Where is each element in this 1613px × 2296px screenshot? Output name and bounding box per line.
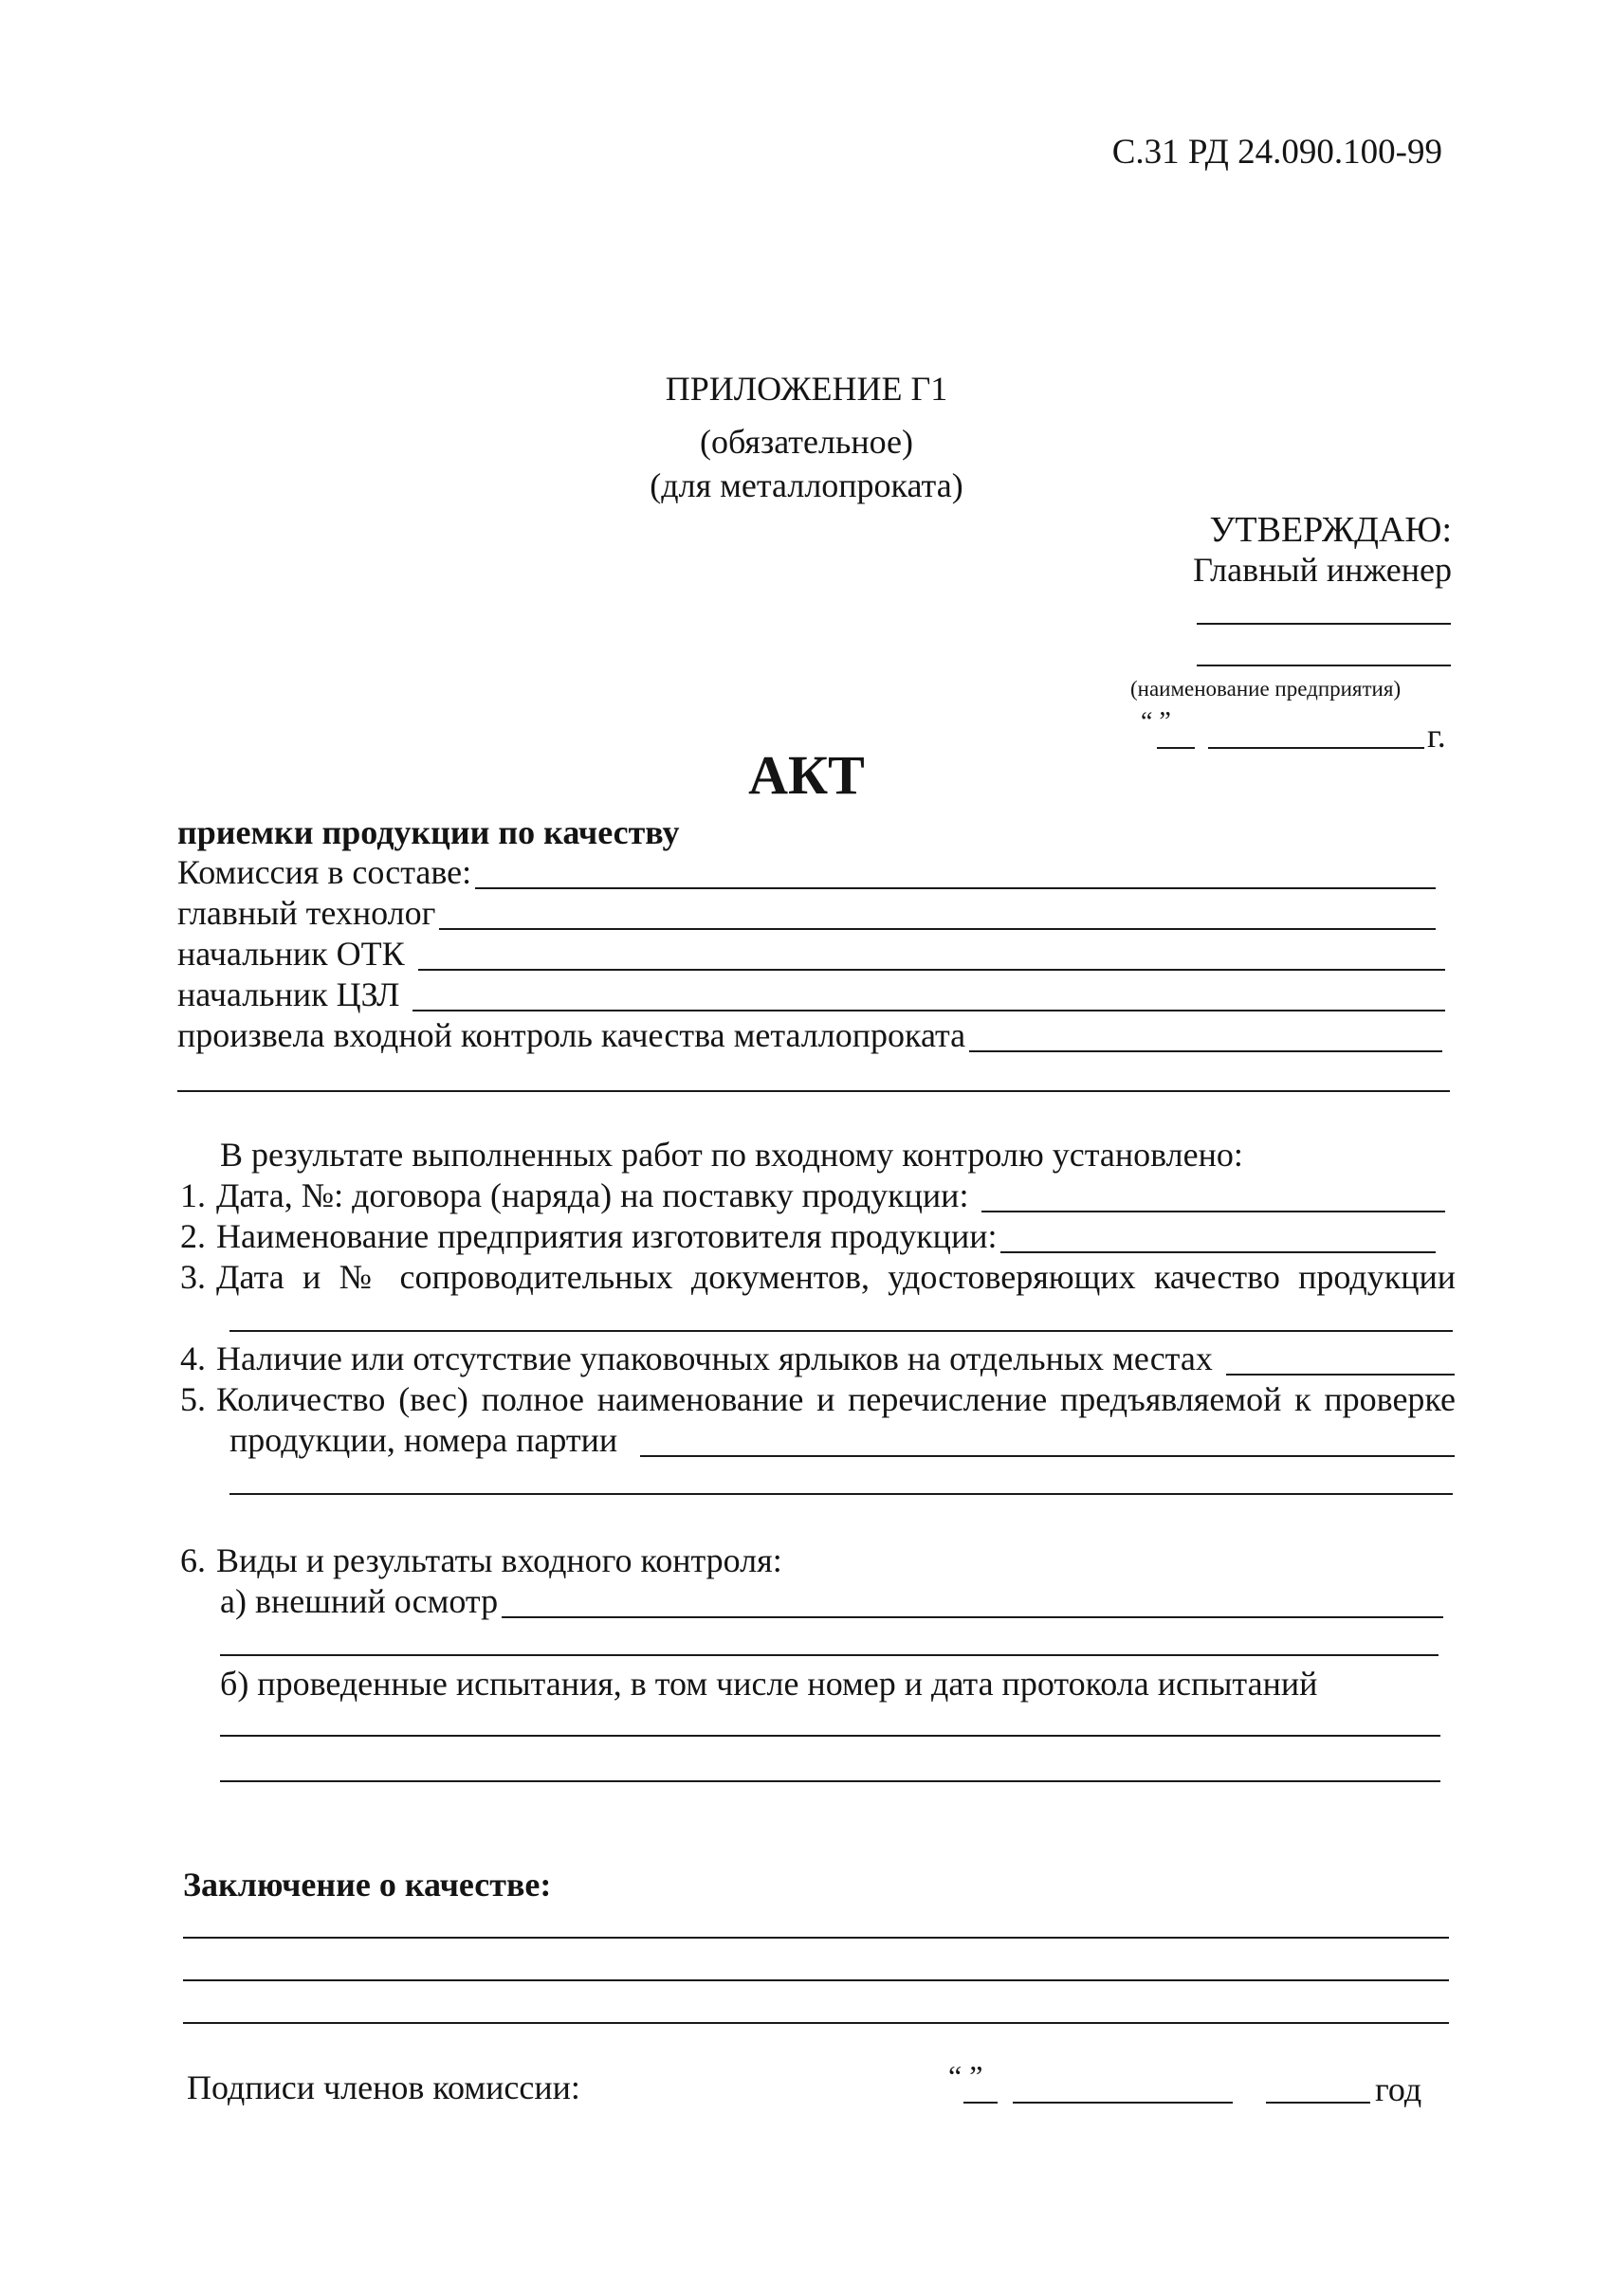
conclusion-line-3[interactable] [183,2022,1449,2024]
item-6-row [180,1543,782,1577]
item-2-text: Наименование предприятия изготовителя продукции: [216,1217,998,1255]
item-3-row [180,1260,1456,1294]
signature-year-line[interactable] [1266,2102,1370,2104]
visual-inspection-continuation-line[interactable] [220,1654,1439,1656]
item-5-continuation-line[interactable] [229,1493,1453,1495]
technologist-label: главный технолог [177,894,436,932]
tests-label: б) проведенные испытания, в том числе номер и дата протокола испытаний [220,1665,1318,1703]
appendix-scope: (для металлопроката) [650,466,963,504]
act-title: АКТ [748,744,865,806]
item-1-row [180,1178,1445,1212]
lab-head-label: начальник ЦЗЛ [177,975,400,1013]
signature-year-label: год [1375,2070,1422,2108]
signature-date-quotes: “ ” [948,2059,983,2093]
otk-head-label: начальник ОТК [177,935,405,973]
item-4-row [180,1341,1455,1376]
commission-row [177,855,1436,889]
appendix-title: ПРИЛОЖЕНИЕ Г1 [665,370,948,408]
approval-heading: УТВЕРЖДАЮ: [1209,510,1452,550]
item-2-row [180,1219,1436,1253]
item-2-field[interactable] [1000,1223,1436,1253]
technologist-field[interactable] [439,900,1436,930]
control-row [177,1018,1442,1052]
conclusion-line-1[interactable] [183,1937,1449,1939]
signature-month-line[interactable] [1013,2102,1233,2104]
approval-position: Главный инженер [1193,551,1452,589]
approver-signature-line[interactable] [1197,623,1451,625]
item-5-number: 5. [180,1380,206,1418]
otk-head-row [177,937,1445,971]
item-3-number: 3. [180,1258,206,1296]
item-6-text: Виды и результаты входного контроля: [216,1541,782,1579]
item-5-row [180,1382,1456,1416]
commission-label: Комиссия в составе: [177,853,472,891]
conclusion-title: Заключение о качестве: [183,1866,552,1904]
approver-name-line[interactable] [1197,665,1451,666]
item-5-text-continued: продукции, номера партии [229,1421,618,1459]
appendix-status: (обязательное) [700,423,913,461]
control-field[interactable] [969,1022,1442,1052]
commission-field[interactable] [475,859,1436,889]
technologist-row [177,896,1436,930]
otk-head-field[interactable] [418,940,1445,971]
visual-inspection-row [220,1584,1443,1618]
control-continuation-line[interactable] [177,1090,1450,1092]
conclusion-line-2[interactable] [183,1979,1449,1981]
item-6-number: 6. [180,1541,206,1579]
control-label: произвела входной контроль качества металлопроката [177,1016,966,1054]
item-5-text: Количество (вес) полное наименование и перечисление предъявляемой к проверке [216,1380,1456,1418]
signatures-label: Подписи членов комиссии: [187,2068,580,2106]
lab-head-row [177,977,1445,1011]
item-1-text: Дата, №: договора (наряда) на поставку продукции: [216,1176,969,1214]
lab-head-field[interactable] [412,981,1445,1011]
approval-date-quotes: “ ” [1141,707,1171,737]
organization-caption: (наименование предприятия) [1130,677,1402,701]
item-5-continuation-row [229,1423,1455,1457]
item-4-text: Наличие или отсутствие упаковочных ярлыков на отдельных местах [216,1339,1213,1377]
item-1-field[interactable] [981,1182,1445,1212]
tests-field-line-2[interactable] [220,1780,1440,1782]
visual-inspection-field[interactable] [502,1588,1443,1618]
approval-year-suffix: г. [1427,717,1446,755]
item-2-number: 2. [180,1217,206,1255]
item-4-number: 4. [180,1339,206,1377]
signature-day-line[interactable] [963,2102,998,2104]
tests-field-line-1[interactable] [220,1735,1440,1737]
item-4-field[interactable] [1226,1345,1455,1376]
item-3-text: Дата и № сопроводительных документов, удостоверяющих качество продукции [216,1258,1456,1296]
item-3-field[interactable] [229,1330,1453,1332]
act-subtitle: приемки продукции по качеству [177,813,680,851]
results-intro: В результате выполненных работ по входному контролю установлено: [220,1136,1243,1174]
item-1-number: 1. [180,1176,206,1214]
document-reference: С.31 РД 24.090.100-99 [1111,133,1442,172]
item-5-field[interactable] [640,1427,1455,1457]
visual-inspection-label: а) внешний осмотр [220,1582,499,1620]
